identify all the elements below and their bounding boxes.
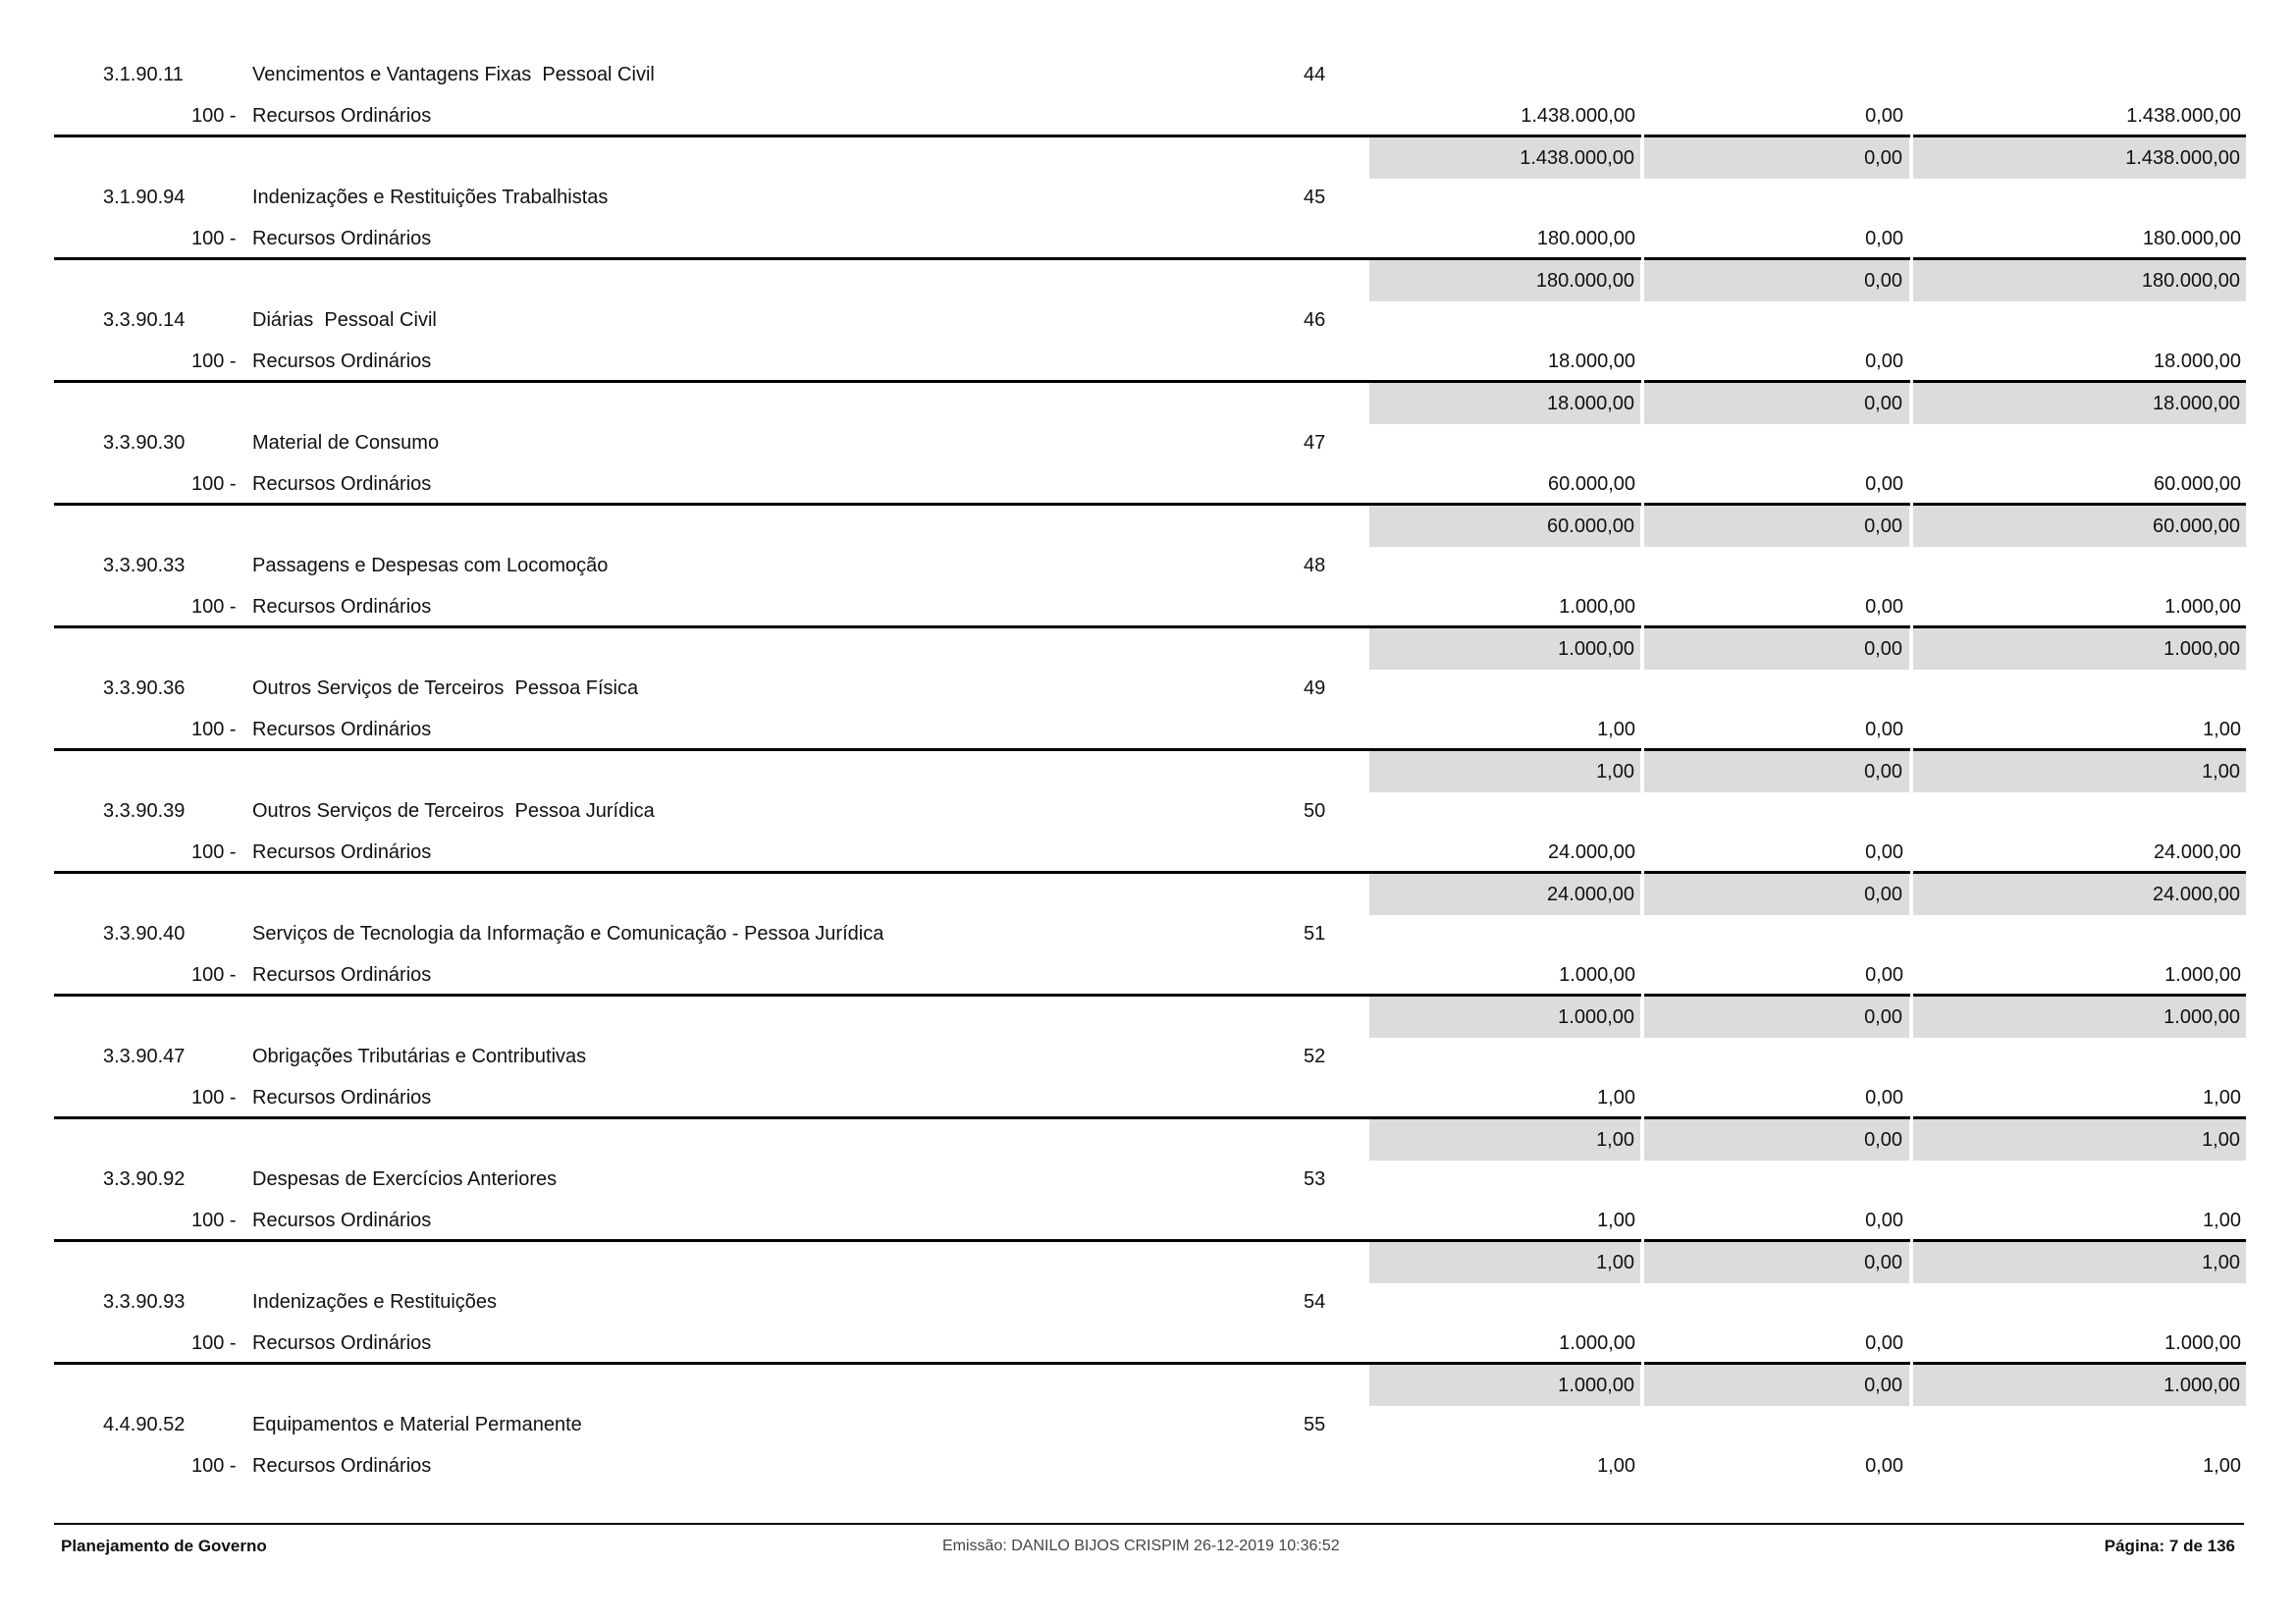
value-col-3: 180.000,00 [2142, 228, 2241, 249]
total-cell-col-2 [1644, 997, 1909, 1038]
entry-sequence-number: 55 [1304, 1414, 1326, 1435]
total-cell-col-1 [1369, 751, 1640, 792]
value-col-1: 1.000,00 [1559, 596, 1635, 618]
value-col-2: 0,00 [1865, 596, 1903, 618]
total-value: 180.000,00 [2141, 270, 2240, 292]
budget-entry [0, 555, 2296, 688]
budget-entry [0, 1414, 2296, 1547]
entry-code: 3.3.90.14 [103, 309, 186, 331]
fonte-name: Recursos Ordinários [252, 351, 432, 372]
total-value: 1.000,00 [2163, 1006, 2240, 1028]
fonte-name: Recursos Ordinários [252, 841, 432, 863]
entry-code: 3.3.90.40 [103, 923, 186, 945]
total-value: 1.000,00 [1558, 638, 1634, 660]
budget-entry [0, 432, 2296, 566]
entry-description: Outros Serviços de Terceiros Pessoa Jurídica [252, 800, 655, 822]
total-value: 180.000,00 [1535, 270, 1634, 292]
total-cell-col-1 [1369, 628, 1640, 670]
value-col-1: 1.438.000,00 [1521, 105, 1635, 127]
entry-description: Vencimentos e Vantagens Fixas Pessoal Civil [252, 64, 655, 85]
value-col-2: 0,00 [1865, 228, 1903, 249]
value-col-3: 1.000,00 [2164, 964, 2241, 986]
entry-sequence-number: 49 [1304, 677, 1326, 699]
total-value: 0,00 [1864, 515, 1902, 537]
value-col-1: 1.000,00 [1559, 964, 1635, 986]
total-cell-col-2 [1644, 1119, 1909, 1161]
footer-title: Planejamento de Governo [61, 1537, 267, 1555]
fonte-code: 100 - [191, 1210, 237, 1231]
budget-entry [0, 187, 2296, 320]
fonte-name: Recursos Ordinários [252, 473, 432, 495]
entry-code: 3.3.90.93 [103, 1291, 186, 1313]
entry-sequence-number: 50 [1304, 800, 1326, 822]
total-cell-col-1 [1369, 383, 1640, 424]
total-value: 18.000,00 [2153, 393, 2240, 414]
entry-sequence-number: 46 [1304, 309, 1326, 331]
value-col-3: 18.000,00 [2154, 351, 2241, 372]
footer-divider [54, 1523, 2244, 1525]
total-cell-col-2 [1644, 628, 1909, 670]
value-col-2: 0,00 [1865, 351, 1903, 372]
total-value: 1.438.000,00 [1520, 147, 1634, 169]
total-cell-col-1 [1369, 506, 1640, 547]
value-col-1: 18.000,00 [1548, 351, 1635, 372]
total-value: 60.000,00 [2153, 515, 2240, 537]
total-cell-col-2 [1644, 874, 1909, 915]
budget-entry [0, 677, 2296, 811]
footer-emission: Emissão: DANILO BIJOS CRISPIM 26-12-2019 10:36:52 [942, 1538, 1340, 1554]
fonte-code: 100 - [191, 473, 237, 495]
budget-entry [0, 1291, 2296, 1425]
fonte-name: Recursos Ordinários [252, 105, 432, 127]
value-col-2: 0,00 [1865, 1087, 1903, 1109]
value-col-3: 1,00 [2203, 719, 2241, 740]
total-cell-col-3 [1913, 137, 2246, 179]
total-value: 1,00 [2202, 1252, 2240, 1273]
total-value: 1,00 [1596, 761, 1634, 783]
value-col-2: 0,00 [1865, 473, 1903, 495]
entry-description: Obrigações Tributárias e Contributivas [252, 1046, 587, 1067]
footer-page-number: Página: 7 de 136 [2104, 1537, 2235, 1555]
fonte-code: 100 - [191, 351, 237, 372]
total-value: 1,00 [2202, 1129, 2240, 1151]
entry-code: 3.3.90.30 [103, 432, 186, 454]
total-cell-col-2 [1644, 1365, 1909, 1406]
value-col-1: 1,00 [1597, 1210, 1635, 1231]
total-cell-col-3 [1913, 260, 2246, 301]
total-value: 1,00 [1596, 1129, 1634, 1151]
value-col-3: 1.000,00 [2164, 596, 2241, 618]
fonte-name: Recursos Ordinários [252, 964, 432, 986]
entry-description: Diárias Pessoal Civil [252, 309, 437, 331]
entry-sequence-number: 44 [1304, 64, 1326, 85]
fonte-name: Recursos Ordinários [252, 1087, 432, 1109]
total-value: 0,00 [1864, 1252, 1902, 1273]
total-value: 0,00 [1864, 638, 1902, 660]
fonte-code: 100 - [191, 1332, 237, 1354]
total-cell-col-3 [1913, 874, 2246, 915]
entry-sequence-number: 51 [1304, 923, 1326, 945]
total-cell-col-3 [1913, 383, 2246, 424]
value-col-2: 0,00 [1865, 1332, 1903, 1354]
total-cell-col-3 [1913, 751, 2246, 792]
entry-description: Passagens e Despesas com Locomoção [252, 555, 609, 576]
value-col-2: 0,00 [1865, 964, 1903, 986]
total-value: 1.438.000,00 [2125, 147, 2240, 169]
total-value: 0,00 [1864, 884, 1902, 905]
entry-description: Material de Consumo [252, 432, 440, 454]
total-cell-col-1 [1369, 1365, 1640, 1406]
entry-sequence-number: 45 [1304, 187, 1326, 208]
fonte-code: 100 - [191, 841, 237, 863]
total-value: 18.000,00 [1547, 393, 1634, 414]
total-value: 1.000,00 [2163, 638, 2240, 660]
value-col-3: 1,00 [2203, 1087, 2241, 1109]
fonte-name: Recursos Ordinários [252, 1332, 432, 1354]
value-col-2: 0,00 [1865, 105, 1903, 127]
entry-description: Indenizações e Restituições [252, 1291, 498, 1313]
entry-code: 3.3.90.92 [103, 1168, 186, 1190]
total-value: 0,00 [1864, 270, 1902, 292]
total-cell-col-3 [1913, 997, 2246, 1038]
budget-entry [0, 923, 2296, 1056]
total-cell-col-1 [1369, 1119, 1640, 1161]
entry-sequence-number: 53 [1304, 1168, 1326, 1190]
entry-code: 3.3.90.39 [103, 800, 186, 822]
entry-sequence-number: 48 [1304, 555, 1326, 576]
value-col-2: 0,00 [1865, 841, 1903, 863]
fonte-code: 100 - [191, 1455, 237, 1477]
total-cell-col-3 [1913, 1242, 2246, 1283]
entry-code: 3.3.90.36 [103, 677, 186, 699]
value-col-1: 60.000,00 [1548, 473, 1635, 495]
total-value: 24.000,00 [2153, 884, 2240, 905]
fonte-code: 100 - [191, 596, 237, 618]
budget-entry [0, 1168, 2296, 1302]
entry-description: Serviços de Tecnologia da Informação e Comunicação - Pessoa Jurídica [252, 923, 884, 945]
total-cell-col-3 [1913, 1365, 2246, 1406]
budget-entry [0, 800, 2296, 934]
total-value: 1,00 [2202, 761, 2240, 783]
value-col-3: 1.438.000,00 [2126, 105, 2241, 127]
fonte-name: Recursos Ordinários [252, 596, 432, 618]
total-cell-col-2 [1644, 751, 1909, 792]
entry-sequence-number: 54 [1304, 1291, 1326, 1313]
total-cell-col-1 [1369, 137, 1640, 179]
total-cell-col-1 [1369, 1242, 1640, 1283]
value-col-3: 24.000,00 [2154, 841, 2241, 863]
total-cell-col-2 [1644, 137, 1909, 179]
entry-sequence-number: 47 [1304, 432, 1326, 454]
entry-sequence-number: 52 [1304, 1046, 1326, 1067]
total-value: 0,00 [1864, 147, 1902, 169]
entry-code: 3.1.90.94 [103, 187, 186, 208]
total-cell-col-2 [1644, 506, 1909, 547]
entry-description: Indenizações e Restituições Trabalhistas [252, 187, 609, 208]
fonte-name: Recursos Ordinários [252, 1210, 432, 1231]
budget-entry [0, 64, 2296, 197]
value-col-2: 0,00 [1865, 1455, 1903, 1477]
total-value: 1.000,00 [1558, 1375, 1634, 1396]
value-col-3: 1,00 [2203, 1455, 2241, 1477]
value-col-1: 1,00 [1597, 1455, 1635, 1477]
total-value: 60.000,00 [1547, 515, 1634, 537]
fonte-name: Recursos Ordinários [252, 719, 432, 740]
total-cell-col-1 [1369, 997, 1640, 1038]
value-col-2: 0,00 [1865, 719, 1903, 740]
total-cell-col-2 [1644, 383, 1909, 424]
entry-code: 4.4.90.52 [103, 1414, 186, 1435]
fonte-code: 100 - [191, 228, 237, 249]
value-col-1: 24.000,00 [1548, 841, 1635, 863]
budget-entry [0, 1046, 2296, 1179]
value-col-3: 1,00 [2203, 1210, 2241, 1231]
fonte-name: Recursos Ordinários [252, 1455, 432, 1477]
value-col-3: 60.000,00 [2154, 473, 2241, 495]
entry-code: 3.3.90.47 [103, 1046, 186, 1067]
fonte-name: Recursos Ordinários [252, 228, 432, 249]
total-cell-col-1 [1369, 260, 1640, 301]
total-value: 0,00 [1864, 1129, 1902, 1151]
entry-description: Outros Serviços de Terceiros Pessoa Física [252, 677, 639, 699]
fonte-code: 100 - [191, 105, 237, 127]
total-cell-col-3 [1913, 1119, 2246, 1161]
entry-code: 3.1.90.11 [103, 64, 184, 85]
value-col-1: 1.000,00 [1559, 1332, 1635, 1354]
value-col-3: 1.000,00 [2164, 1332, 2241, 1354]
total-value: 1.000,00 [2163, 1375, 2240, 1396]
fonte-code: 100 - [191, 964, 237, 986]
value-col-1: 1,00 [1597, 719, 1635, 740]
value-col-1: 180.000,00 [1536, 228, 1635, 249]
total-cell-col-1 [1369, 874, 1640, 915]
total-cell-col-2 [1644, 1242, 1909, 1283]
entry-description: Equipamentos e Material Permanente [252, 1414, 582, 1435]
total-value: 0,00 [1864, 1375, 1902, 1396]
total-cell-col-3 [1913, 506, 2246, 547]
total-cell-col-3 [1913, 628, 2246, 670]
total-value: 0,00 [1864, 1006, 1902, 1028]
total-value: 0,00 [1864, 761, 1902, 783]
value-col-1: 1,00 [1597, 1087, 1635, 1109]
budget-entry [0, 309, 2296, 443]
total-value: 24.000,00 [1547, 884, 1634, 905]
fonte-code: 100 - [191, 1087, 237, 1109]
total-value: 1.000,00 [1558, 1006, 1634, 1028]
total-cell-col-2 [1644, 260, 1909, 301]
total-value: 0,00 [1864, 393, 1902, 414]
fonte-code: 100 - [191, 719, 237, 740]
value-col-2: 0,00 [1865, 1210, 1903, 1231]
entry-code: 3.3.90.33 [103, 555, 186, 576]
total-value: 1,00 [1596, 1252, 1634, 1273]
entry-description: Despesas de Exercícios Anteriores [252, 1168, 558, 1190]
